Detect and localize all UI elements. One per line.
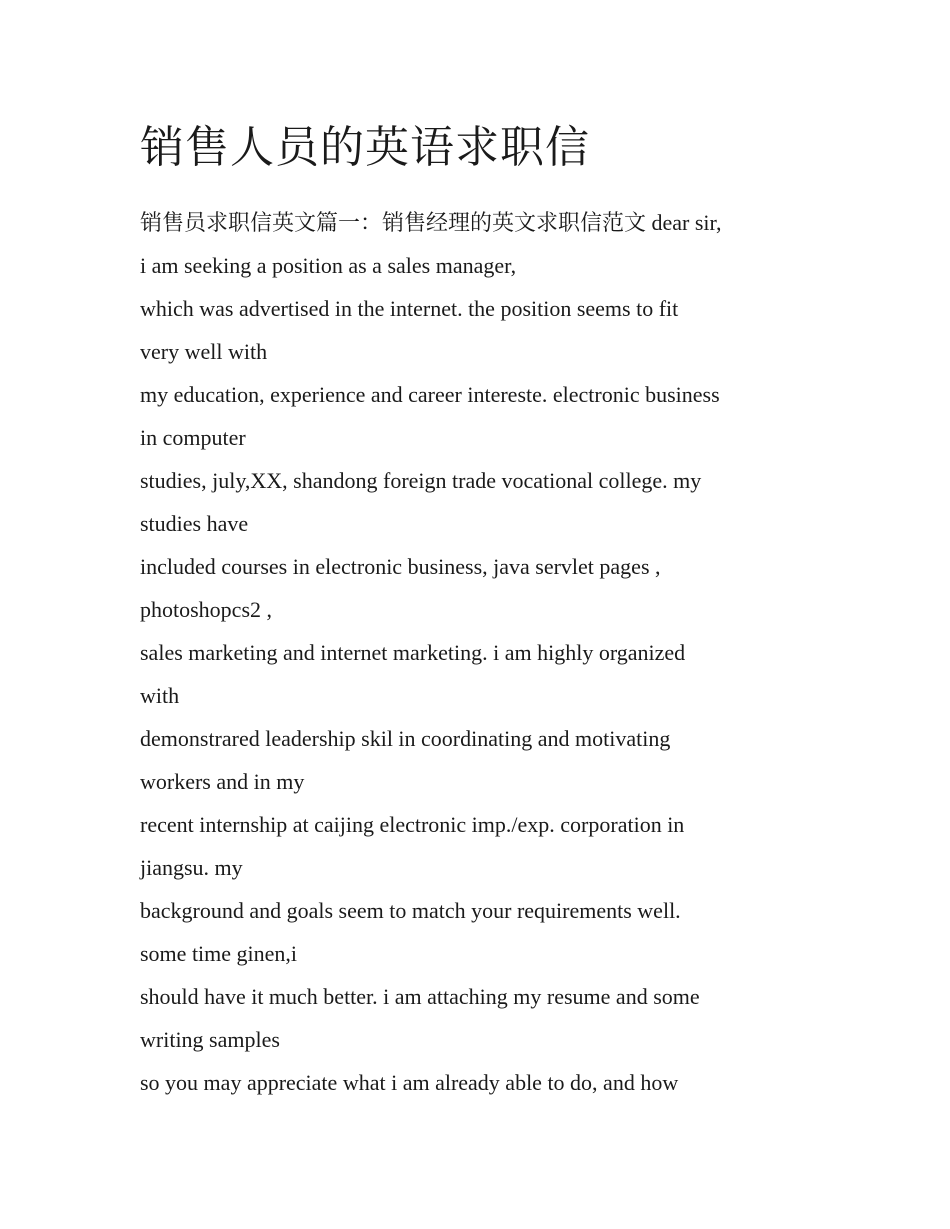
body-line: workers and in my <box>140 769 305 794</box>
body-line: sales marketing and internet marketing. i am highly organized <box>140 640 686 665</box>
body-line: i am seeking a position as a sales manager, <box>140 253 517 278</box>
document-body <box>140 201 820 1104</box>
body-line: included courses in electronic business, java servlet pages , <box>140 554 661 579</box>
body-line: 销售员求职信英文篇一：销售经理的英文求职信范文 dear sir, <box>140 210 722 235</box>
body-line: in computer <box>140 425 246 450</box>
body-line: very well with <box>140 339 268 364</box>
body-line: with <box>140 683 180 708</box>
body-line: jiangsu. my <box>140 855 243 880</box>
body-line: demonstrared leadership skil in coordinating and motivating <box>140 726 671 751</box>
document-title: 销售人员的英语求职信 <box>140 122 590 173</box>
body-line: my education, experience and career intereste. electronic business <box>140 382 720 407</box>
body-line: studies have <box>140 511 249 536</box>
body-line: which was advertised in the internet. the position seems to fit <box>140 296 679 321</box>
body-line: should have it much better. i am attaching my resume and some <box>140 984 700 1009</box>
body-line: writing samples <box>140 1027 280 1052</box>
body-line: some time ginen,i <box>140 941 298 966</box>
body-line: studies, july,XX, shandong foreign trade vocational college. my <box>140 468 702 493</box>
body-line: recent internship at caijing electronic imp./exp. corporation in <box>140 812 685 837</box>
body-line: photoshopcs2 , <box>140 597 272 622</box>
body-line: background and goals seem to match your requirements well. <box>140 898 681 923</box>
body-line: so you may appreciate what i am already able to do, and how <box>140 1070 679 1095</box>
